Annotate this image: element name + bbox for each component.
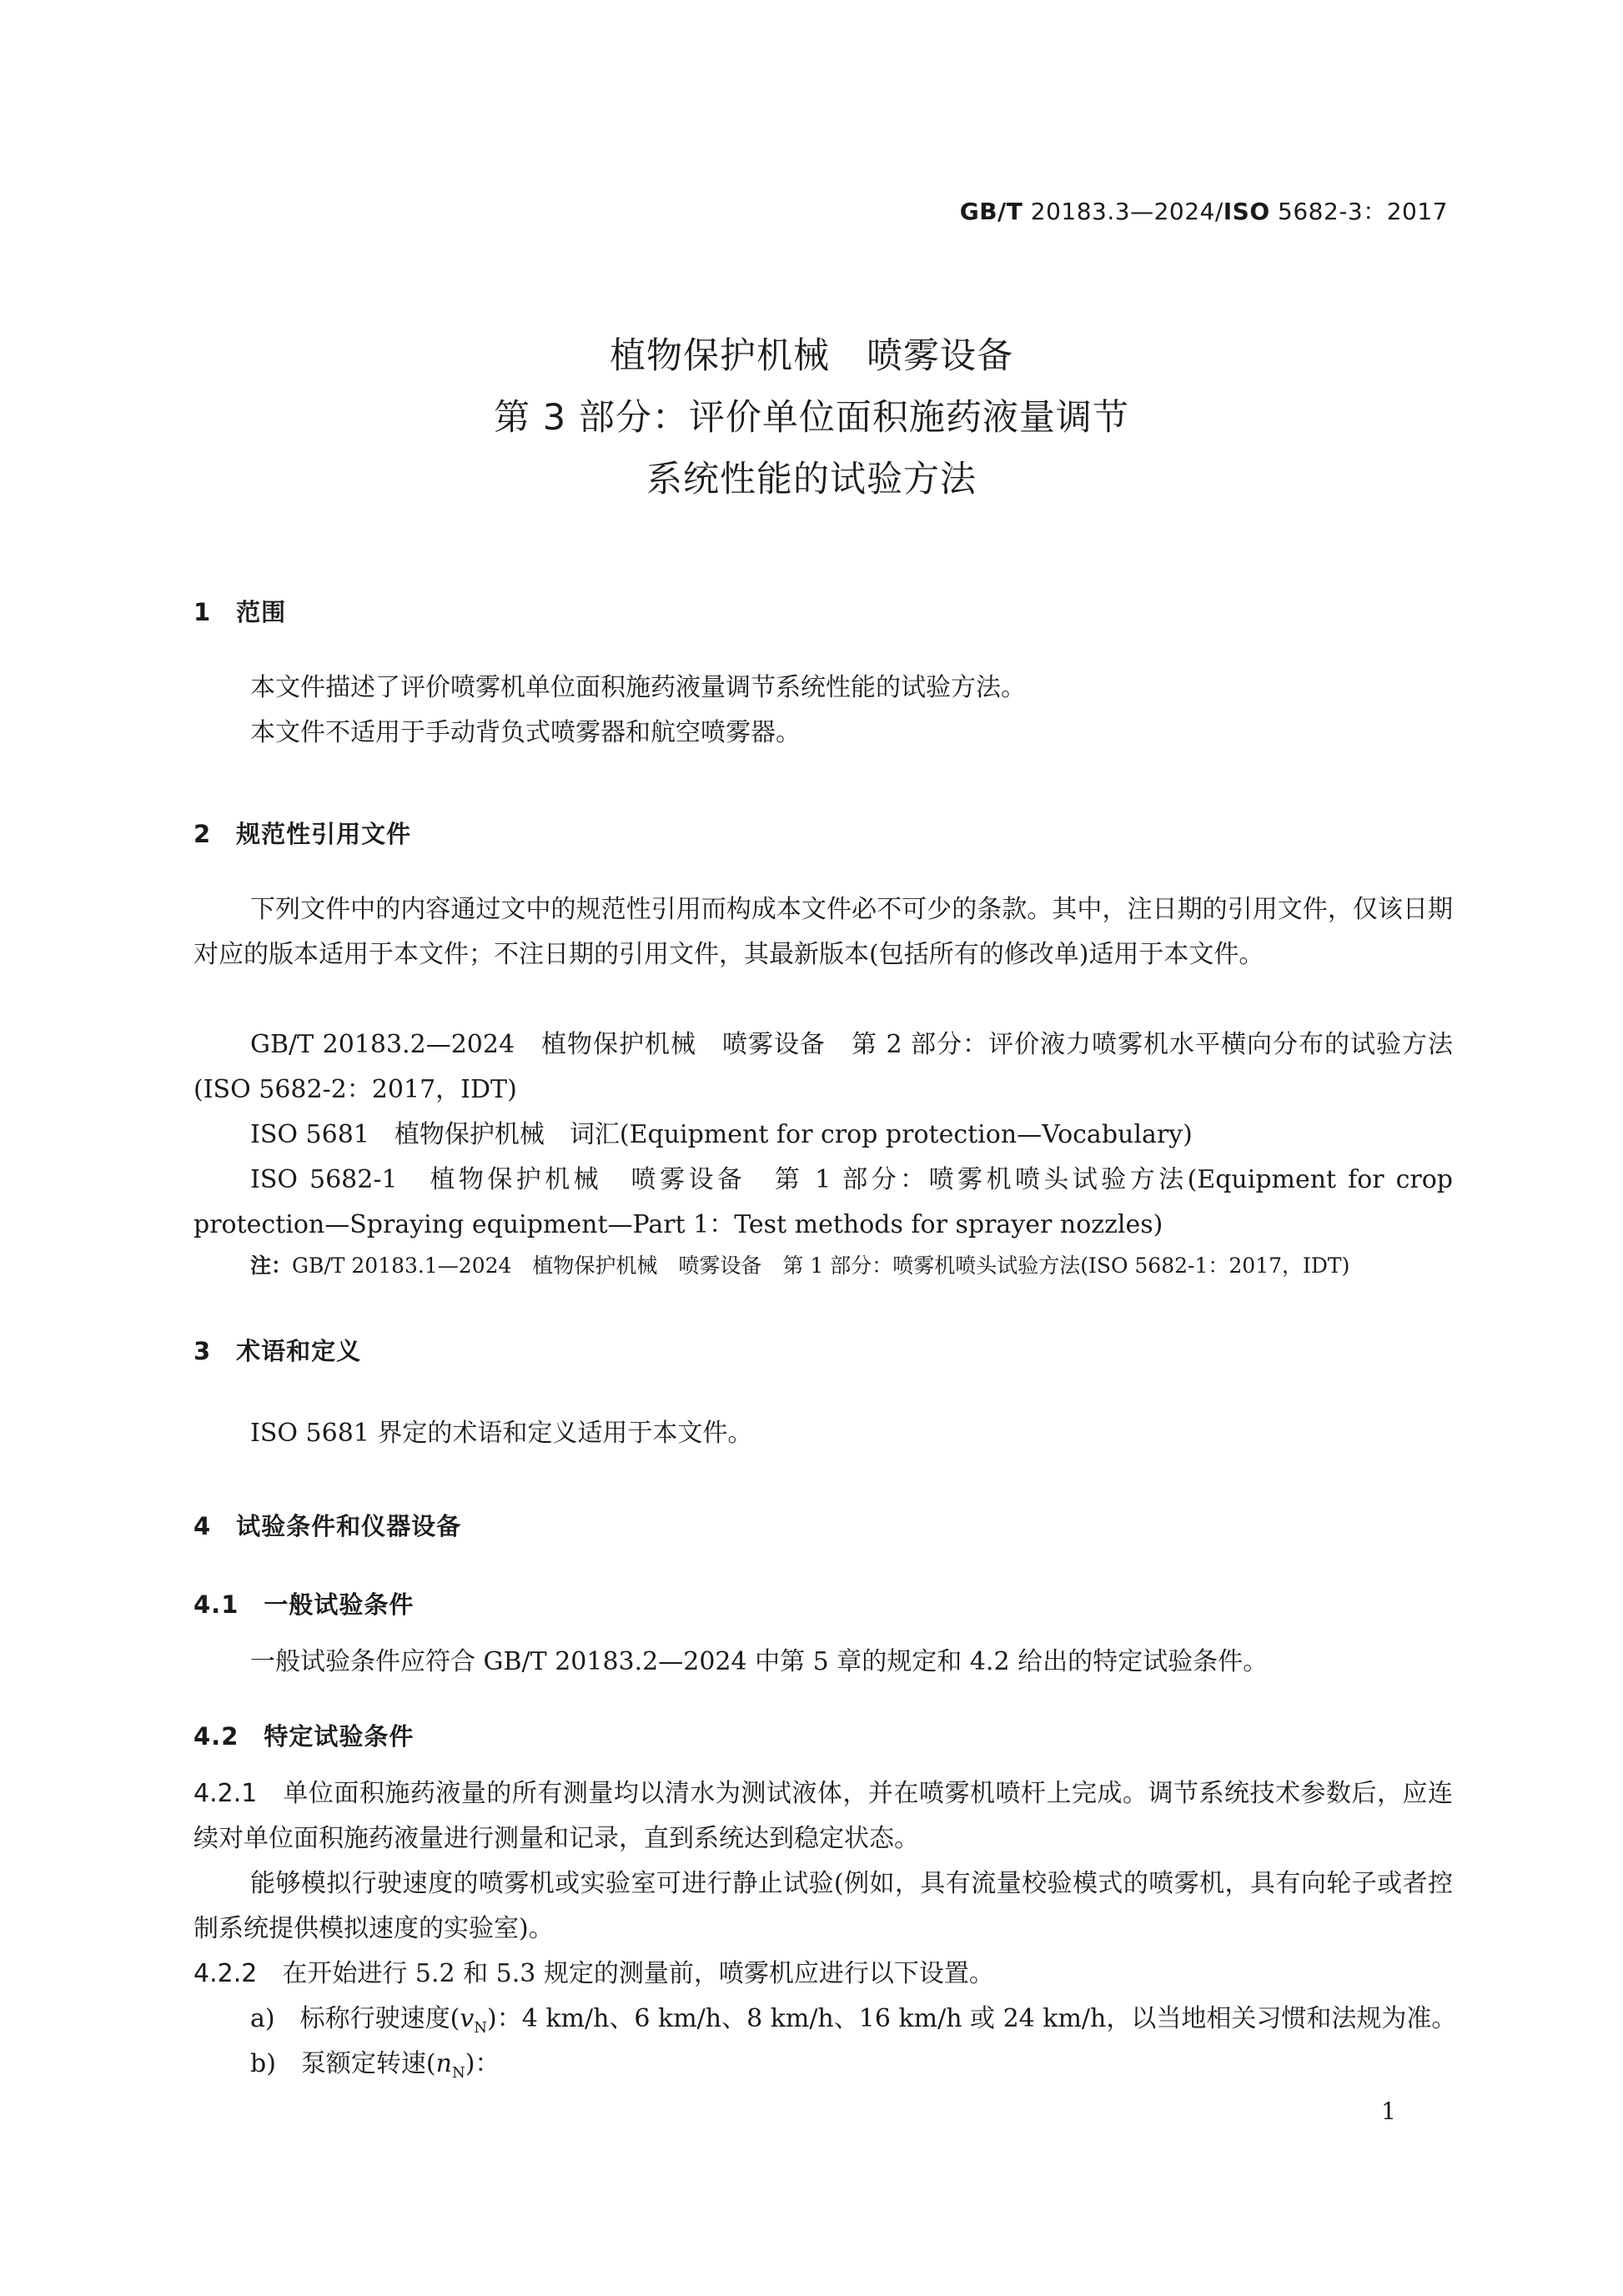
- clause-4-2-1-paragraph-2: 能够模拟行驶速度的喷雾机或实验室可进行静止试验(例如，具有流量校验模式的喷雾机，具有向轮子或者控制系统提供模拟速度的实验室)。: [193, 1869, 1453, 1943]
- section-2-paragraph-1: 下列文件中的内容通过文中的规范性引用而构成本文件必不可少的条款。其中，注日期的引用文件，仅该日期对应的版本适用于本文件；不注日期的引用文件，其最新版本(包括所有的修改单)适用于本文件。: [193, 895, 1453, 969]
- clause-4-2-2-number: 4.2.2: [193, 1959, 258, 1988]
- section-1-paragraph-2: 本文件不适用于手动背负式喷雾器和航空喷雾器。: [250, 718, 801, 747]
- list-item-a-var: v: [460, 2004, 475, 2033]
- clause-4-2-1: [193, 1771, 1453, 1861]
- note-label: 注：: [250, 1254, 293, 1278]
- list-item-b-pre: 泵额定转速(: [300, 2049, 436, 2078]
- list-item-b-var: n: [435, 2049, 452, 2078]
- title-line-2: 第 3 部分：评价单位面积施药液量调节: [494, 397, 1129, 439]
- list-item-b: [250, 2042, 500, 2096]
- list-item-a-sub: N: [474, 2019, 488, 2037]
- standard-number: [960, 193, 1448, 227]
- section-4-1-heading: 4.1 一般试验条件: [193, 1590, 415, 1619]
- std-prefix-gbt: GB/T: [959, 198, 1023, 225]
- document-title: [0, 325, 1623, 510]
- clause-4-2-1-text: 单位面积施药液量的所有测量均以清水为测试液体，并在喷雾机喷杆上完成。调节系统技术参数后，应连续对单位面积施药液量进行测量和记录，直到系统达到稳定状态。: [193, 1779, 1454, 1853]
- section-1-heading: 1 范围: [193, 598, 287, 626]
- clause-4-2-1-number: 4.2.1: [193, 1779, 258, 1808]
- std-number-iso: 5682-3：2017: [1269, 198, 1448, 225]
- list-item-b-label: b): [250, 2049, 276, 2078]
- list-item-a-label: a): [250, 2004, 275, 2033]
- section-3-paragraph-1: ISO 5681 界定的术语和定义适用于本文件。: [250, 1419, 753, 1448]
- list-item-b-post: )：: [465, 2049, 500, 2078]
- section-4-heading: 4 试验条件和仪器设备: [193, 1512, 462, 1540]
- reference-note: [250, 1249, 1349, 1279]
- list-item-a-pre: 标称行驶速度(: [299, 2004, 460, 2033]
- clause-4-2-2: [193, 1952, 1453, 1997]
- std-prefix-iso: ISO: [1223, 198, 1270, 225]
- title-line-3: 系统性能的试验方法: [646, 459, 977, 500]
- note-text: GB/T 20183.1—2024 植物保护机械 喷雾设备 第 1 部分：喷雾机喷头试验方法(ISO 5682-1：2017，IDT): [292, 1254, 1350, 1278]
- section-1-paragraph-1: 本文件描述了评价喷雾机单位面积施药液量调节系统性能的试验方法。: [250, 673, 1026, 702]
- reference-gbt-20183-2: GB/T 20183.2—2024 植物保护机械 喷雾设备 第 2 部分：评价液力喷雾机水平横向分布的试验方法(ISO 5682-2：2017，IDT): [193, 1030, 1453, 1104]
- clause-4-2-2-text: 在开始进行 5.2 和 5.3 规定的测量前，喷雾机应进行以下设置。: [282, 1959, 994, 1988]
- title-line-1: 植物保护机械 喷雾设备: [610, 335, 1013, 377]
- section-2-heading: 2 规范性引用文件: [193, 820, 412, 848]
- list-item-b-sub: N: [451, 2064, 465, 2082]
- reference-iso-5681: ISO 5681 植物保护机械 词汇(Equipment for crop protection—Vocabulary): [250, 1120, 1193, 1149]
- list-item-a-post: )：4 km/h、6 km/h、8 km/h、16 km/h 或 24 km/h，以当地相关习惯和法规为准。: [487, 2004, 1457, 2033]
- section-3-heading: 3 术语和定义: [193, 1337, 362, 1365]
- section-4-2-heading: 4.2 特定试验条件: [193, 1722, 415, 1751]
- page-number: 1: [1381, 2098, 1396, 2125]
- section-4-1-paragraph: 一般试验条件应符合 GB/T 20183.2—2024 中第 5 章的规定和 4.2 给出的特定试验条件。: [250, 1647, 1269, 1676]
- reference-iso-5682-1: ISO 5682-1 植物保护机械 喷雾设备 第 1 部分：喷雾机喷头试验方法(Equipment for crop protection—Spraying equipment—Part 1：Test methods for sprayer nozzles): [193, 1165, 1453, 1239]
- std-number-gbt: 20183.3—2024/: [1023, 198, 1224, 225]
